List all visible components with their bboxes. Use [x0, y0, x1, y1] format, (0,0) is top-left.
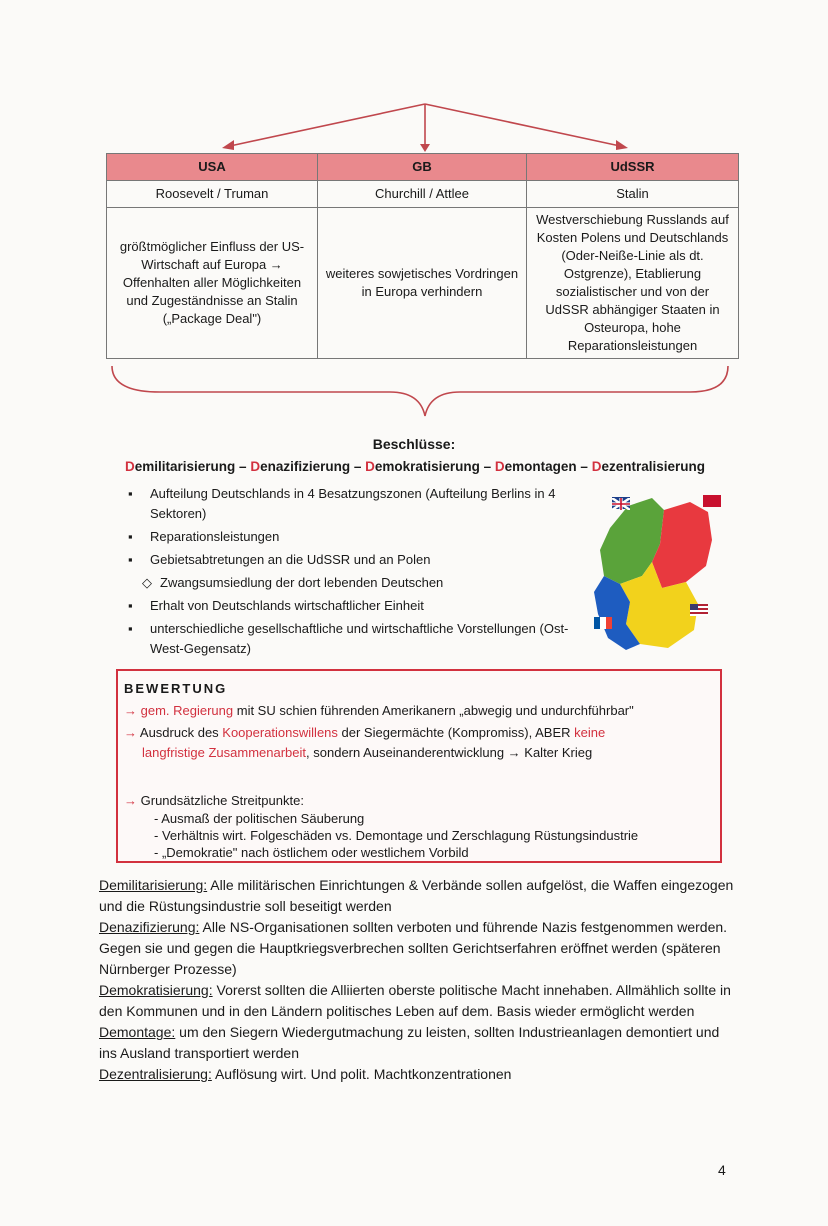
arrow-icon: →	[124, 793, 137, 808]
list-item: ▪ Gebietsabtretungen an die UdSSR und an Polen	[128, 552, 431, 567]
leader-row	[107, 181, 739, 208]
list-item: ▪ Erhalt von Deutschlands wirtschaftlicher Einheit	[128, 598, 424, 613]
streitpunkt-3: - „Demokratie" nach östlichem oder westlichem Vorbild	[154, 845, 469, 860]
streitpunkt-2: - Verhältnis wirt. Folgeschäden vs. Demontage und Zerschlagung Rüstungsindustrie	[154, 828, 639, 843]
french-flag-icon	[594, 616, 612, 628]
principle-2: Denazifizierung	[250, 459, 351, 474]
definition-dezentralisierung: Dezentralisierung: Auflösung wirt. Und polit. Machtkonzentrationen	[99, 1066, 512, 1082]
goal-row	[107, 208, 739, 359]
streitpunkt-1: - Ausmaß der politischen Säuberung	[154, 811, 365, 826]
arrowhead-usa	[222, 140, 234, 150]
definition-demilitarisierung: Demilitarisierung: Alle militärischen Einrichtungen & Verbände sollen aufgelöst, die Waffen eingezogen und die Rüstungsindustrie soll beseitigt werden	[99, 877, 734, 914]
bewertung-box	[116, 669, 722, 863]
header-gb: GB	[318, 154, 527, 181]
header-usa: USA	[107, 154, 318, 181]
occupation-zones-map	[590, 488, 730, 658]
goal-usa: größtmöglicher Einfluss der US-Wirtschaft auf Europa → Offenhalten aller Möglichkeiten und Zugeständnisse an Stalin („Package Deal")	[107, 208, 318, 359]
list-item: ▪ Reparationsleistungen	[128, 529, 280, 544]
definition-denazifizierung: Denazifizierung: Alle NS-Organisationen sollten verboten und führende Nazis festgenommen werden. Gegen sie und gegen die Hauptkriegsverbrechen sollten Gerichtserfahren eröffnet werden (späteren Nürnberger Prozesse)	[99, 919, 728, 977]
definitions	[99, 875, 739, 1085]
beschluesse-title: Beschlüsse:	[372, 436, 456, 452]
arrow-icon: →	[124, 725, 137, 740]
soviet-flag-icon	[703, 495, 721, 507]
definition-demontage: Demontage: um den Siegern Wiedergutmachung zu leisten, sollten Industrieanlagen demontiert und ins Ausland transportiert werden	[99, 1024, 720, 1061]
principle-1: Demilitarisierung	[125, 459, 236, 474]
goal-udssr: Westverschiebung Russlands auf Kosten Polens und Deutschlands (Oder-Neiße-Linie als dt. Ostgrenze), Etablierung sozialistischer und von der UdSSR abhängiger Staaten in Osteuropa, hohe Reparationsleistungen	[527, 208, 739, 359]
arrow-icon: →	[124, 703, 137, 718]
principles-line: Demilitarisierung – Denazifizierung – Demokratisierung – Demontagen – Dezentralisierung	[125, 459, 705, 474]
leader-udssr: Stalin	[527, 181, 739, 208]
goal-gb: weiteres sowjetisches Vordringen in Europa verhindern	[318, 208, 527, 359]
powers-table	[106, 153, 739, 359]
principle-5: Dezentralisierung	[591, 459, 705, 474]
bewertung-line-2: → Ausdruck des Kooperationswillens der Siegermächte (Kompromiss), ABER keine	[124, 725, 606, 740]
bewertung-line-4: → Grundsätzliche Streitpunkte:	[124, 793, 304, 808]
bewertung-title: BEWERTUNG	[124, 681, 228, 696]
list-item: ▪ unterschiedliche gesellschaftliche und wirtschaftliche Vorstellungen (Ost-West-Gegensatz)	[128, 621, 569, 656]
header-row	[107, 154, 739, 181]
list-subitem: ◇ Zwangsumsiedlung der dort lebenden Deutschen	[142, 575, 444, 590]
brace	[112, 366, 728, 416]
leader-gb: Churchill / Attlee	[318, 181, 527, 208]
header-udssr: UdSSR	[527, 154, 739, 181]
arrowhead-udssr	[616, 140, 628, 150]
page-number: 4	[718, 1162, 726, 1178]
leader-usa: Roosevelt / Truman	[107, 181, 318, 208]
definition-demokratisierung: Demokratisierung: Vorerst sollten die Alliierten oberste politische Macht innehaben. Allmählich sollte in den Kommunen und in den Ländern politisches Leben auf dem. Basis wieder ermöglicht werden	[99, 982, 731, 1019]
uk-flag-icon	[612, 497, 630, 509]
principle-4: Demontagen	[494, 459, 577, 474]
list-item: ▪ Aufteilung Deutschlands in 4 Besatzungszonen (Aufteilung Berlins in 4 Sektoren)	[128, 486, 556, 521]
arrowhead-gb	[420, 144, 430, 152]
principle-3: Demokratisierung	[365, 459, 480, 474]
arrow-to-usa	[230, 104, 425, 146]
us-flag-icon	[690, 603, 708, 615]
arrow-to-udssr	[425, 104, 620, 146]
bewertung-line-1: → gem. Regierung mit SU schien führenden Amerikanern „abwegig und undurchführbar"	[124, 703, 634, 718]
bewertung-line-3: langfristige Zusammenarbeit, sondern Auseinanderentwicklung → Kalter Krieg	[142, 745, 593, 760]
decision-list	[128, 484, 598, 662]
